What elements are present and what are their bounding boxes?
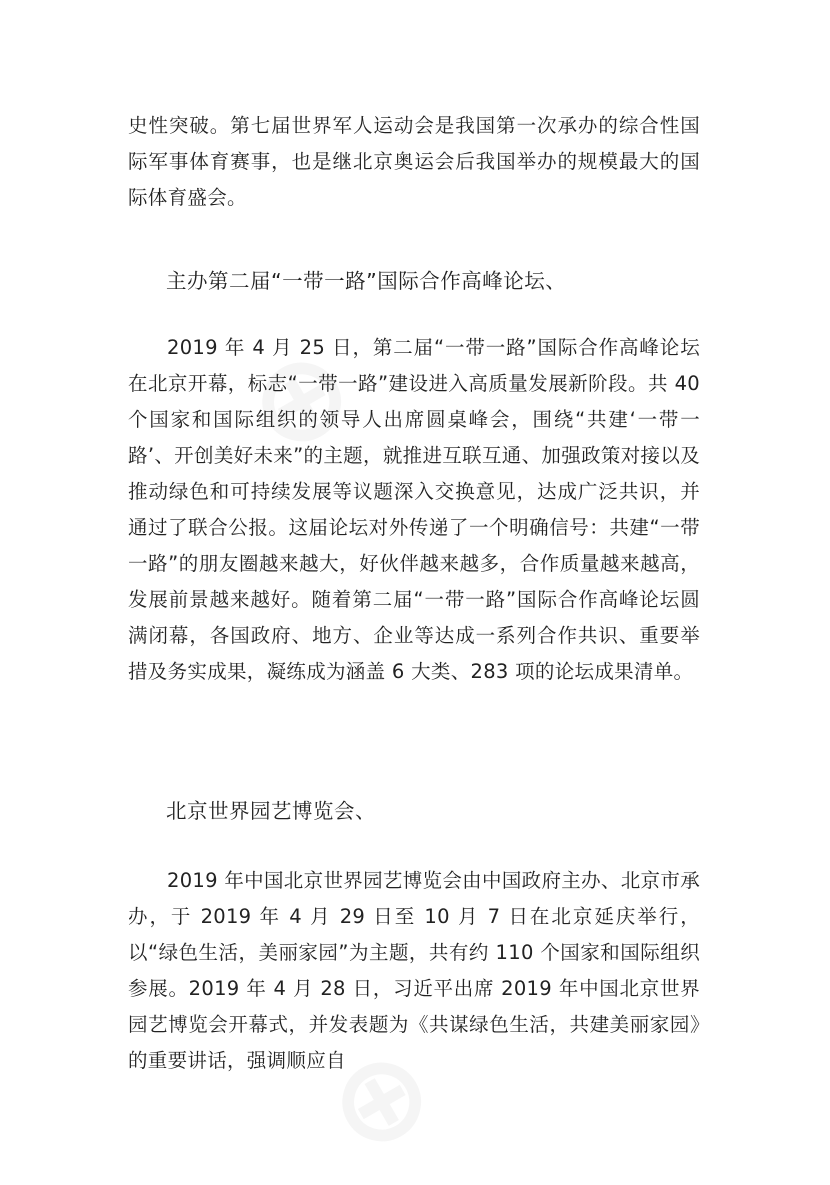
section-heading-horticultural-expo: 北京世界园艺博览会、 <box>166 799 376 823</box>
watermark: ⊕ <box>301 1014 459 1185</box>
watermark: ⊕ <box>221 314 379 485</box>
paragraph-belt-and-road: 2019 年 4 月 25 日，第二届“一带一路”国际合作高峰论坛在北京开幕，标志“一带一路”建设进入高质量发展新阶段。共 40 个国家和国际组织的领导人出席圆桌峰会，围绕“共建‘一带一路’、开创美好未来”的主题，就推进互联互通、加强政策对接以及推动绿色和可持续发展等议题深入交换意见，达成广泛共识，并通过了联合公报。这届论坛对外传递了一个明确信号：共建“一带一路”的朋友圈越来越大，好伙伴越来越多，合作质量越来越高，发展前景越来越好。随着第二届“一带一路”国际合作高峰论坛圆满闭幕，各国政府、地方、企业等达成一系列合作共识、重要举措及务实成果，凝练成为涵盖 6 大类、283 项的论坛成果清单。 <box>128 336 700 683</box>
section-heading-belt-and-road: 主办第二届“一带一路”国际合作高峰论坛、 <box>166 269 567 293</box>
paragraph-horticultural-expo: 2019 年中国北京世界园艺博览会由中国政府主办、北京市承办，于 2019 年 4 月 29 日至 10 月 7 日在北京延庆举行，以“绿色生活，美丽家园”为主题，共有约 110 个国家和国际组织参展。2019 年 4 月 28 日，习近平出席 2019 年中国北京世界园艺博览会开幕式，并发表题为《共谋绿色生活，共建美丽家园》的重要讲话，强调顺应自 <box>128 869 700 1072</box>
paragraph-continuation: 史性突破。第七届世界军人运动会是我国第一次承办的综合性国际军事体育赛事，也是继北京奥运会后我国举办的规模最大的国际体育盛会。 <box>128 114 700 209</box>
